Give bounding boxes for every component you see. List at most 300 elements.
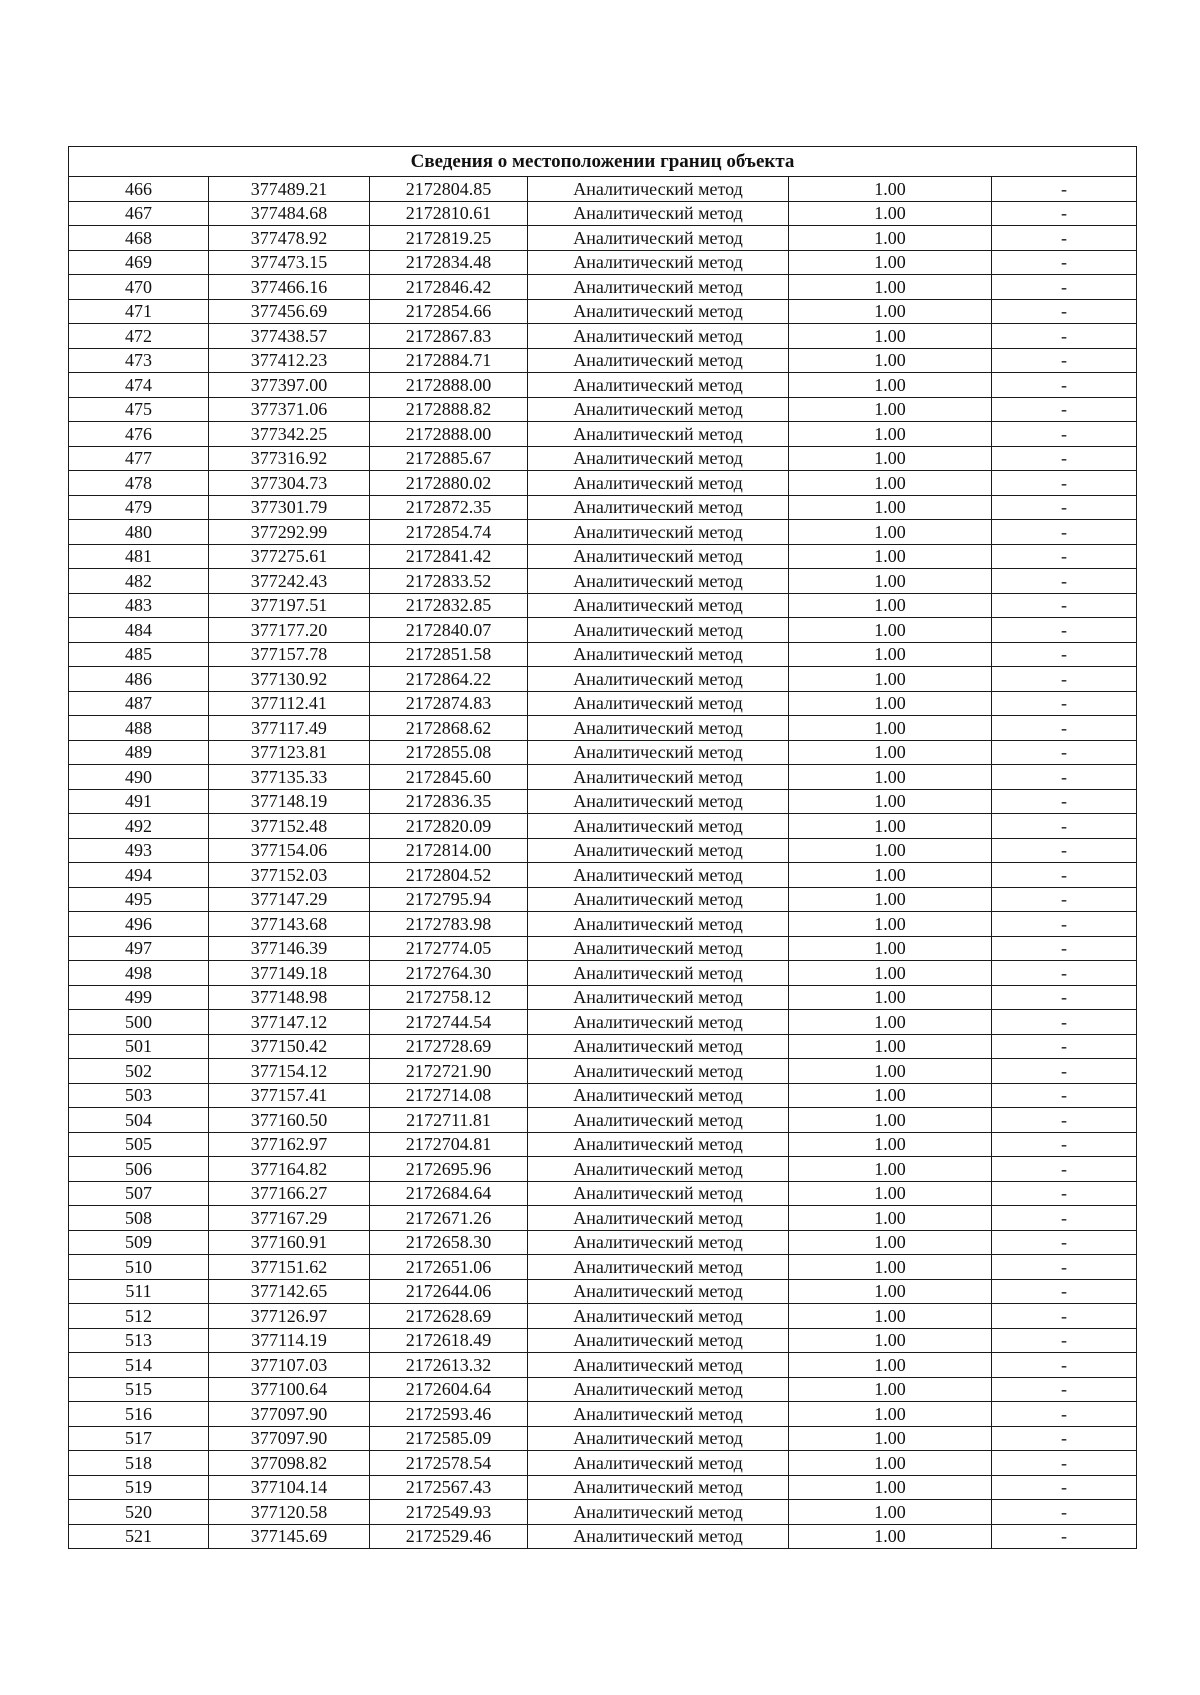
- point-number-cell: 474: [69, 373, 209, 398]
- point-number-cell: 479: [69, 495, 209, 520]
- description-cell: -: [992, 1157, 1137, 1182]
- point-number-cell: 519: [69, 1475, 209, 1500]
- accuracy-cell: 1.00: [789, 716, 992, 741]
- table-row: [69, 1230, 1137, 1255]
- y-coordinate-cell: 2172758.12: [370, 985, 528, 1010]
- method-cell: Аналитический метод: [528, 912, 789, 937]
- x-coordinate-cell: 377152.48: [209, 814, 370, 839]
- description-cell: -: [992, 667, 1137, 692]
- point-number-cell: 493: [69, 838, 209, 863]
- point-number-cell: 470: [69, 275, 209, 300]
- x-coordinate-cell: 377177.20: [209, 618, 370, 643]
- table-row: [69, 887, 1137, 912]
- method-cell: Аналитический метод: [528, 1255, 789, 1280]
- accuracy-cell: 1.00: [789, 495, 992, 520]
- point-number-cell: 504: [69, 1108, 209, 1133]
- y-coordinate-cell: 2172804.52: [370, 863, 528, 888]
- x-coordinate-cell: 377104.14: [209, 1475, 370, 1500]
- point-number-cell: 478: [69, 471, 209, 496]
- method-cell: Аналитический метод: [528, 250, 789, 275]
- x-coordinate-cell: 377456.69: [209, 299, 370, 324]
- y-coordinate-cell: 2172867.83: [370, 324, 528, 349]
- point-number-cell: 466: [69, 177, 209, 202]
- description-cell: -: [992, 1402, 1137, 1427]
- accuracy-cell: 1.00: [789, 569, 992, 594]
- point-number-cell: 489: [69, 740, 209, 765]
- point-number-cell: 472: [69, 324, 209, 349]
- method-cell: Аналитический метод: [528, 740, 789, 765]
- point-number-cell: 477: [69, 446, 209, 471]
- table-row: [69, 250, 1137, 275]
- method-cell: Аналитический метод: [528, 863, 789, 888]
- method-cell: Аналитический метод: [528, 1377, 789, 1402]
- table-row: [69, 520, 1137, 545]
- description-cell: -: [992, 740, 1137, 765]
- method-cell: Аналитический метод: [528, 495, 789, 520]
- table-row: [69, 1108, 1137, 1133]
- point-number-cell: 511: [69, 1279, 209, 1304]
- point-number-cell: 500: [69, 1010, 209, 1035]
- x-coordinate-cell: 377147.29: [209, 887, 370, 912]
- x-coordinate-cell: 377473.15: [209, 250, 370, 275]
- method-cell: Аналитический метод: [528, 814, 789, 839]
- description-cell: -: [992, 716, 1137, 741]
- accuracy-cell: 1.00: [789, 1304, 992, 1329]
- description-cell: -: [992, 177, 1137, 202]
- table-row: [69, 936, 1137, 961]
- table-row: [69, 226, 1137, 251]
- table-row: [69, 1010, 1137, 1035]
- point-number-cell: 488: [69, 716, 209, 741]
- y-coordinate-cell: 2172854.74: [370, 520, 528, 545]
- point-number-cell: 483: [69, 593, 209, 618]
- table-row: [69, 1377, 1137, 1402]
- method-cell: Аналитический метод: [528, 1108, 789, 1133]
- method-cell: Аналитический метод: [528, 520, 789, 545]
- description-cell: -: [992, 961, 1137, 986]
- y-coordinate-cell: 2172593.46: [370, 1402, 528, 1427]
- accuracy-cell: 1.00: [789, 397, 992, 422]
- method-cell: Аналитический метод: [528, 1402, 789, 1427]
- y-coordinate-cell: 2172567.43: [370, 1475, 528, 1500]
- method-cell: Аналитический метод: [528, 348, 789, 373]
- table-row: [69, 1402, 1137, 1427]
- y-coordinate-cell: 2172774.05: [370, 936, 528, 961]
- description-cell: -: [992, 348, 1137, 373]
- y-coordinate-cell: 2172644.06: [370, 1279, 528, 1304]
- method-cell: Аналитический метод: [528, 446, 789, 471]
- accuracy-cell: 1.00: [789, 275, 992, 300]
- point-number-cell: 517: [69, 1426, 209, 1451]
- y-coordinate-cell: 2172728.69: [370, 1034, 528, 1059]
- accuracy-cell: 1.00: [789, 1034, 992, 1059]
- x-coordinate-cell: 377112.41: [209, 691, 370, 716]
- point-number-cell: 475: [69, 397, 209, 422]
- accuracy-cell: 1.00: [789, 177, 992, 202]
- y-coordinate-cell: 2172884.71: [370, 348, 528, 373]
- x-coordinate-cell: 377117.49: [209, 716, 370, 741]
- point-number-cell: 508: [69, 1206, 209, 1231]
- method-cell: Аналитический метод: [528, 789, 789, 814]
- method-cell: Аналитический метод: [528, 985, 789, 1010]
- method-cell: Аналитический метод: [528, 1230, 789, 1255]
- description-cell: -: [992, 201, 1137, 226]
- x-coordinate-cell: 377100.64: [209, 1377, 370, 1402]
- point-number-cell: 512: [69, 1304, 209, 1329]
- y-coordinate-cell: 2172833.52: [370, 569, 528, 594]
- x-coordinate-cell: 377154.06: [209, 838, 370, 863]
- description-cell: -: [992, 1500, 1137, 1525]
- table-row: [69, 471, 1137, 496]
- accuracy-cell: 1.00: [789, 544, 992, 569]
- method-cell: Аналитический метод: [528, 838, 789, 863]
- accuracy-cell: 1.00: [789, 936, 992, 961]
- accuracy-cell: 1.00: [789, 299, 992, 324]
- table-row: [69, 1034, 1137, 1059]
- accuracy-cell: 1.00: [789, 471, 992, 496]
- y-coordinate-cell: 2172845.60: [370, 765, 528, 790]
- y-coordinate-cell: 2172836.35: [370, 789, 528, 814]
- x-coordinate-cell: 377097.90: [209, 1426, 370, 1451]
- x-coordinate-cell: 377160.50: [209, 1108, 370, 1133]
- point-number-cell: 506: [69, 1157, 209, 1182]
- accuracy-cell: 1.00: [789, 985, 992, 1010]
- accuracy-cell: 1.00: [789, 814, 992, 839]
- accuracy-cell: 1.00: [789, 1132, 992, 1157]
- accuracy-cell: 1.00: [789, 1426, 992, 1451]
- description-cell: -: [992, 863, 1137, 888]
- description-cell: -: [992, 324, 1137, 349]
- table-row: [69, 1132, 1137, 1157]
- description-cell: -: [992, 1304, 1137, 1329]
- accuracy-cell: 1.00: [789, 1206, 992, 1231]
- accuracy-cell: 1.00: [789, 1010, 992, 1035]
- y-coordinate-cell: 2172618.49: [370, 1328, 528, 1353]
- method-cell: Аналитический метод: [528, 1500, 789, 1525]
- y-coordinate-cell: 2172832.85: [370, 593, 528, 618]
- description-cell: -: [992, 1451, 1137, 1476]
- accuracy-cell: 1.00: [789, 642, 992, 667]
- point-number-cell: 471: [69, 299, 209, 324]
- method-cell: Аналитический метод: [528, 1524, 789, 1549]
- accuracy-cell: 1.00: [789, 961, 992, 986]
- y-coordinate-cell: 2172721.90: [370, 1059, 528, 1084]
- table-row: [69, 1279, 1137, 1304]
- description-cell: -: [992, 422, 1137, 447]
- y-coordinate-cell: 2172795.94: [370, 887, 528, 912]
- point-number-cell: 485: [69, 642, 209, 667]
- y-coordinate-cell: 2172613.32: [370, 1353, 528, 1378]
- description-cell: -: [992, 1132, 1137, 1157]
- y-coordinate-cell: 2172864.22: [370, 667, 528, 692]
- y-coordinate-cell: 2172651.06: [370, 1255, 528, 1280]
- point-number-cell: 509: [69, 1230, 209, 1255]
- table-row: [69, 1157, 1137, 1182]
- accuracy-cell: 1.00: [789, 201, 992, 226]
- x-coordinate-cell: 377143.68: [209, 912, 370, 937]
- table-row: [69, 1353, 1137, 1378]
- y-coordinate-cell: 2172874.83: [370, 691, 528, 716]
- description-cell: -: [992, 1108, 1137, 1133]
- x-coordinate-cell: 377126.97: [209, 1304, 370, 1329]
- description-cell: -: [992, 299, 1137, 324]
- table-row: [69, 201, 1137, 226]
- method-cell: Аналитический метод: [528, 1059, 789, 1084]
- y-coordinate-cell: 2172804.85: [370, 177, 528, 202]
- x-coordinate-cell: 377342.25: [209, 422, 370, 447]
- point-number-cell: 505: [69, 1132, 209, 1157]
- method-cell: Аналитический метод: [528, 1206, 789, 1231]
- description-cell: -: [992, 1230, 1137, 1255]
- y-coordinate-cell: 2172888.00: [370, 373, 528, 398]
- table-row: [69, 569, 1137, 594]
- method-cell: Аналитический метод: [528, 716, 789, 741]
- method-cell: Аналитический метод: [528, 1034, 789, 1059]
- x-coordinate-cell: 377152.03: [209, 863, 370, 888]
- x-coordinate-cell: 377412.23: [209, 348, 370, 373]
- method-cell: Аналитический метод: [528, 642, 789, 667]
- x-coordinate-cell: 377197.51: [209, 593, 370, 618]
- x-coordinate-cell: 377147.12: [209, 1010, 370, 1035]
- table-row: [69, 1328, 1137, 1353]
- y-coordinate-cell: 2172888.00: [370, 422, 528, 447]
- x-coordinate-cell: 377135.33: [209, 765, 370, 790]
- accuracy-cell: 1.00: [789, 1083, 992, 1108]
- description-cell: -: [992, 789, 1137, 814]
- y-coordinate-cell: 2172585.09: [370, 1426, 528, 1451]
- method-cell: Аналитический метод: [528, 201, 789, 226]
- table-row: [69, 814, 1137, 839]
- y-coordinate-cell: 2172658.30: [370, 1230, 528, 1255]
- x-coordinate-cell: 377160.91: [209, 1230, 370, 1255]
- x-coordinate-cell: 377371.06: [209, 397, 370, 422]
- y-coordinate-cell: 2172841.42: [370, 544, 528, 569]
- x-coordinate-cell: 377149.18: [209, 961, 370, 986]
- y-coordinate-cell: 2172840.07: [370, 618, 528, 643]
- boundary-points-table: [68, 146, 1137, 1549]
- method-cell: Аналитический метод: [528, 544, 789, 569]
- y-coordinate-cell: 2172819.25: [370, 226, 528, 251]
- description-cell: -: [992, 593, 1137, 618]
- x-coordinate-cell: 377489.21: [209, 177, 370, 202]
- accuracy-cell: 1.00: [789, 618, 992, 643]
- table-row: [69, 1451, 1137, 1476]
- point-number-cell: 510: [69, 1255, 209, 1280]
- point-number-cell: 492: [69, 814, 209, 839]
- y-coordinate-cell: 2172854.66: [370, 299, 528, 324]
- point-number-cell: 520: [69, 1500, 209, 1525]
- description-cell: -: [992, 446, 1137, 471]
- y-coordinate-cell: 2172880.02: [370, 471, 528, 496]
- point-number-cell: 514: [69, 1353, 209, 1378]
- method-cell: Аналитический метод: [528, 1328, 789, 1353]
- point-number-cell: 503: [69, 1083, 209, 1108]
- x-coordinate-cell: 377164.82: [209, 1157, 370, 1182]
- table-row: [69, 544, 1137, 569]
- accuracy-cell: 1.00: [789, 1328, 992, 1353]
- x-coordinate-cell: 377148.98: [209, 985, 370, 1010]
- x-coordinate-cell: 377166.27: [209, 1181, 370, 1206]
- accuracy-cell: 1.00: [789, 1524, 992, 1549]
- x-coordinate-cell: 377157.78: [209, 642, 370, 667]
- description-cell: -: [992, 765, 1137, 790]
- accuracy-cell: 1.00: [789, 593, 992, 618]
- point-number-cell: 501: [69, 1034, 209, 1059]
- table-row: [69, 348, 1137, 373]
- method-cell: Аналитический метод: [528, 1451, 789, 1476]
- method-cell: Аналитический метод: [528, 765, 789, 790]
- point-number-cell: 521: [69, 1524, 209, 1549]
- table-row: [69, 446, 1137, 471]
- table-row: [69, 422, 1137, 447]
- point-number-cell: 513: [69, 1328, 209, 1353]
- accuracy-cell: 1.00: [789, 1059, 992, 1084]
- accuracy-cell: 1.00: [789, 1500, 992, 1525]
- y-coordinate-cell: 2172578.54: [370, 1451, 528, 1476]
- method-cell: Аналитический метод: [528, 1279, 789, 1304]
- accuracy-cell: 1.00: [789, 912, 992, 937]
- method-cell: Аналитический метод: [528, 1475, 789, 1500]
- description-cell: -: [992, 838, 1137, 863]
- description-cell: -: [992, 1328, 1137, 1353]
- x-coordinate-cell: 377107.03: [209, 1353, 370, 1378]
- y-coordinate-cell: 2172628.69: [370, 1304, 528, 1329]
- table-row: [69, 1206, 1137, 1231]
- method-cell: Аналитический метод: [528, 1010, 789, 1035]
- accuracy-cell: 1.00: [789, 838, 992, 863]
- description-cell: -: [992, 618, 1137, 643]
- method-cell: Аналитический метод: [528, 569, 789, 594]
- point-number-cell: 502: [69, 1059, 209, 1084]
- method-cell: Аналитический метод: [528, 373, 789, 398]
- y-coordinate-cell: 2172814.00: [370, 838, 528, 863]
- method-cell: Аналитический метод: [528, 177, 789, 202]
- point-number-cell: 468: [69, 226, 209, 251]
- x-coordinate-cell: 377145.69: [209, 1524, 370, 1549]
- description-cell: -: [992, 1181, 1137, 1206]
- table-row: [69, 593, 1137, 618]
- table-row: [69, 373, 1137, 398]
- x-coordinate-cell: 377154.12: [209, 1059, 370, 1084]
- description-cell: -: [992, 520, 1137, 545]
- x-coordinate-cell: 377146.39: [209, 936, 370, 961]
- table-row: [69, 716, 1137, 741]
- x-coordinate-cell: 377098.82: [209, 1451, 370, 1476]
- point-number-cell: 518: [69, 1451, 209, 1476]
- point-number-cell: 476: [69, 422, 209, 447]
- description-cell: -: [992, 1353, 1137, 1378]
- point-number-cell: 496: [69, 912, 209, 937]
- y-coordinate-cell: 2172855.08: [370, 740, 528, 765]
- y-coordinate-cell: 2172764.30: [370, 961, 528, 986]
- point-number-cell: 494: [69, 863, 209, 888]
- table-row: [69, 1304, 1137, 1329]
- table-row: [69, 740, 1137, 765]
- method-cell: Аналитический метод: [528, 961, 789, 986]
- y-coordinate-cell: 2172671.26: [370, 1206, 528, 1231]
- table-row: [69, 961, 1137, 986]
- accuracy-cell: 1.00: [789, 446, 992, 471]
- description-cell: -: [992, 1059, 1137, 1084]
- accuracy-cell: 1.00: [789, 324, 992, 349]
- y-coordinate-cell: 2172872.35: [370, 495, 528, 520]
- point-number-cell: 482: [69, 569, 209, 594]
- y-coordinate-cell: 2172529.46: [370, 1524, 528, 1549]
- x-coordinate-cell: 377397.00: [209, 373, 370, 398]
- table-row: [69, 1426, 1137, 1451]
- accuracy-cell: 1.00: [789, 373, 992, 398]
- method-cell: Аналитический метод: [528, 324, 789, 349]
- description-cell: -: [992, 1377, 1137, 1402]
- accuracy-cell: 1.00: [789, 1108, 992, 1133]
- accuracy-cell: 1.00: [789, 1279, 992, 1304]
- table-row: [69, 1475, 1137, 1500]
- y-coordinate-cell: 2172888.82: [370, 397, 528, 422]
- point-number-cell: 497: [69, 936, 209, 961]
- y-coordinate-cell: 2172549.93: [370, 1500, 528, 1525]
- table-row: [69, 324, 1137, 349]
- method-cell: Аналитический метод: [528, 1181, 789, 1206]
- accuracy-cell: 1.00: [789, 667, 992, 692]
- description-cell: -: [992, 495, 1137, 520]
- point-number-cell: 484: [69, 618, 209, 643]
- description-cell: -: [992, 1279, 1137, 1304]
- point-number-cell: 515: [69, 1377, 209, 1402]
- point-number-cell: 491: [69, 789, 209, 814]
- point-number-cell: 487: [69, 691, 209, 716]
- x-coordinate-cell: 377167.29: [209, 1206, 370, 1231]
- point-number-cell: 469: [69, 250, 209, 275]
- point-number-cell: 495: [69, 887, 209, 912]
- description-cell: -: [992, 985, 1137, 1010]
- description-cell: -: [992, 642, 1137, 667]
- x-coordinate-cell: 377157.41: [209, 1083, 370, 1108]
- description-cell: -: [992, 1206, 1137, 1231]
- point-number-cell: 498: [69, 961, 209, 986]
- method-cell: Аналитический метод: [528, 422, 789, 447]
- table-row: [69, 618, 1137, 643]
- method-cell: Аналитический метод: [528, 299, 789, 324]
- table-row: [69, 1500, 1137, 1525]
- description-cell: -: [992, 275, 1137, 300]
- method-cell: Аналитический метод: [528, 618, 789, 643]
- accuracy-cell: 1.00: [789, 250, 992, 275]
- point-number-cell: 481: [69, 544, 209, 569]
- x-coordinate-cell: 377316.92: [209, 446, 370, 471]
- description-cell: -: [992, 1426, 1137, 1451]
- accuracy-cell: 1.00: [789, 1353, 992, 1378]
- method-cell: Аналитический метод: [528, 667, 789, 692]
- x-coordinate-cell: 377142.65: [209, 1279, 370, 1304]
- x-coordinate-cell: 377097.90: [209, 1402, 370, 1427]
- y-coordinate-cell: 2172810.61: [370, 201, 528, 226]
- point-number-cell: 516: [69, 1402, 209, 1427]
- table-row: [69, 667, 1137, 692]
- point-number-cell: 507: [69, 1181, 209, 1206]
- x-coordinate-cell: 377242.43: [209, 569, 370, 594]
- description-cell: -: [992, 250, 1137, 275]
- table-row: [69, 642, 1137, 667]
- y-coordinate-cell: 2172684.64: [370, 1181, 528, 1206]
- description-cell: -: [992, 814, 1137, 839]
- accuracy-cell: 1.00: [789, 1451, 992, 1476]
- table-row: [69, 397, 1137, 422]
- description-cell: -: [992, 544, 1137, 569]
- x-coordinate-cell: 377275.61: [209, 544, 370, 569]
- table-row: [69, 495, 1137, 520]
- point-number-cell: 473: [69, 348, 209, 373]
- method-cell: Аналитический метод: [528, 1132, 789, 1157]
